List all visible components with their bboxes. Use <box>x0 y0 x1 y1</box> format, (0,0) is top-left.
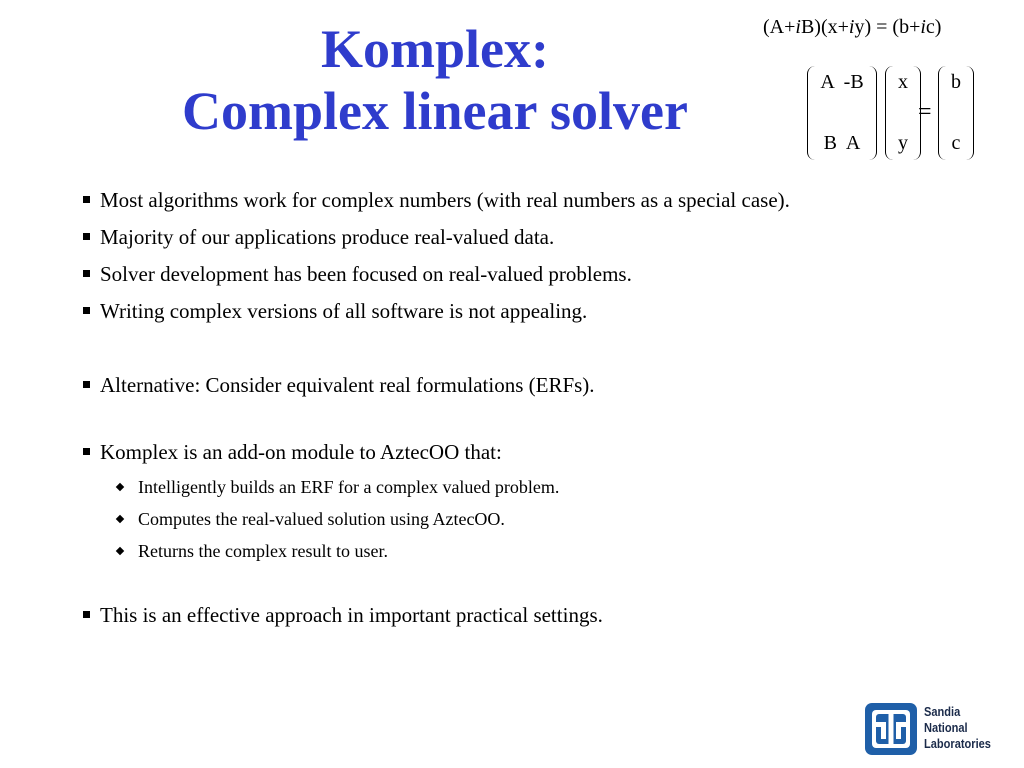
unknown-vector <box>885 66 921 160</box>
bullet-item <box>100 373 595 398</box>
bullet-text: Komplex is an add-on module to AztecOO that: <box>100 440 502 464</box>
bullet-text: Solver development has been focused on real-valued problems. <box>100 262 632 286</box>
sandia-logo <box>862 702 1007 758</box>
equation-part-2: B)(x+ <box>800 16 849 38</box>
logo-line-1: Sandia <box>924 704 961 719</box>
slide-title <box>0 18 870 142</box>
block-matrix-row-2: B A <box>823 132 861 154</box>
sub-bullet-item <box>138 509 505 530</box>
bullet-item <box>100 188 790 213</box>
equals-sign: = <box>918 99 932 125</box>
unknown-vector-row-2: y <box>898 132 908 154</box>
equation-part-4: c) <box>925 16 942 38</box>
sub-bullet-item <box>138 541 388 562</box>
sub-bullet-text: Computes the real-valued solution using AztecOO. <box>138 509 505 529</box>
imaginary-unit-2: i <box>848 16 855 38</box>
block-matrix-row-1: A -B <box>820 71 864 93</box>
imaginary-unit-1: i <box>795 16 801 38</box>
square-bullet-icon <box>83 307 90 314</box>
sub-bullet-text: Returns the complex result to user. <box>138 541 388 561</box>
rhs-vector <box>938 66 974 160</box>
square-bullet-icon <box>83 233 90 240</box>
diamond-bullet-icon <box>116 483 124 491</box>
bullet-item <box>100 603 603 628</box>
bullet-item <box>100 262 632 287</box>
logo-line-3: Laboratories <box>924 736 991 751</box>
rhs-vector-row-2: c <box>951 132 961 154</box>
unknown-vector-row-1: x <box>898 71 908 93</box>
square-bullet-icon <box>83 611 90 618</box>
square-bullet-icon <box>83 448 90 455</box>
sub-bullet-item <box>138 477 559 498</box>
bullet-item <box>100 225 554 250</box>
bullet-text: Writing complex versions of all software is not appealing. <box>100 299 588 323</box>
diamond-bullet-icon <box>116 515 124 523</box>
sub-bullet-text: Intelligently builds an ERF for a complex valued problem. <box>138 477 560 497</box>
square-bullet-icon <box>83 270 90 277</box>
equation-part-3: y) = (b+ <box>854 16 921 38</box>
diamond-bullet-icon <box>116 547 124 555</box>
imaginary-unit-3: i <box>920 16 926 38</box>
bullet-text: Most algorithms work for complex numbers (with real numbers as a special case). <box>100 188 790 212</box>
bullet-text: This is an effective approach in important practical settings. <box>100 603 603 627</box>
block-matrix <box>807 66 877 160</box>
bullet-text: Majority of our applications produce real-valued data. <box>100 225 555 249</box>
title-line-1: Komplex: <box>321 19 549 79</box>
title-line-2: Complex linear solver <box>182 81 688 141</box>
thunderbird-logo-icon <box>865 703 917 755</box>
complex-equation <box>763 16 941 39</box>
logo-line-2: National <box>924 720 968 735</box>
equation-part-1: (A+ <box>763 16 796 38</box>
bullet-item <box>100 299 587 324</box>
rhs-vector-row-1: b <box>951 71 961 93</box>
bullet-text: Alternative: Consider equivalent real formulations (ERFs). <box>100 373 595 397</box>
bullet-item <box>100 440 502 465</box>
square-bullet-icon <box>83 381 90 388</box>
logo-wordmark <box>924 704 991 752</box>
square-bullet-icon <box>83 196 90 203</box>
